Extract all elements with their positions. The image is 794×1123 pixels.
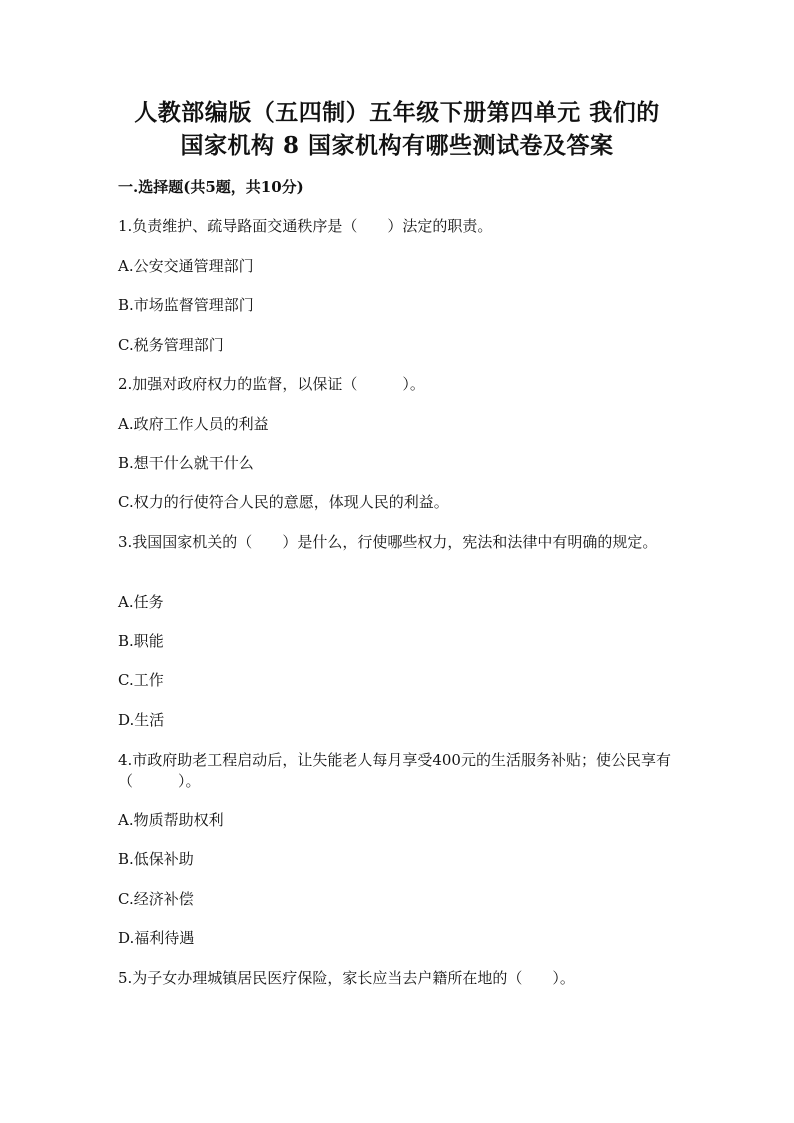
question-5: 5.为子女办理城镇居民医疗保险，家长应当去户籍所在地的（ ）。 xyxy=(118,969,575,987)
question-1-option-a: A.公安交通管理部门 xyxy=(118,257,254,275)
question-2-option-a: A.政府工作人员的利益 xyxy=(118,415,269,433)
title-line-2: 国家机构 8 国家机构有哪些测试卷及答案 xyxy=(180,132,614,159)
question-3-option-a: A.任务 xyxy=(118,593,164,611)
section-heading: 一.选择题(共5题，共10分) xyxy=(118,178,304,196)
question-4-option-a: A.物质帮助权利 xyxy=(118,811,224,829)
question-1: 1.负责维护、疏导路面交通秩序是（ ）法定的职责。 xyxy=(118,217,493,235)
question-3-option-d: D.生活 xyxy=(118,711,165,729)
question-1-option-c: C.税务管理部门 xyxy=(118,336,224,354)
question-2-option-b: B.想干什么就干什么 xyxy=(118,454,254,472)
document-title xyxy=(60,96,734,162)
title-line-1: 人教部编版（五四制）五年级下册第四单元 我们的 xyxy=(134,99,660,126)
question-4-option-d: D.福利待遇 xyxy=(118,929,195,947)
question-4: 4.市政府助老工程启动后，让失能老人每月享受400元的生活服务补贴；使公民享有（ ）。 xyxy=(118,751,671,790)
question-3: 3.我国国家机关的（ ）是什么，行使哪些权力，宪法和法律中有明确的规定。 xyxy=(118,533,658,551)
question-2-option-c: C.权力的行使符合人民的意愿，体现人民的利益。 xyxy=(118,493,449,511)
question-1-option-b: B.市场监督管理部门 xyxy=(118,296,254,314)
question-3-option-b: B.职能 xyxy=(118,632,164,650)
question-4-option-b: B.低保补助 xyxy=(118,850,194,868)
question-2: 2.加强对政府权力的监督，以保证（ ）。 xyxy=(118,375,425,393)
question-3-option-c: C.工作 xyxy=(118,671,164,689)
question-4-option-c: C.经济补偿 xyxy=(118,890,194,908)
